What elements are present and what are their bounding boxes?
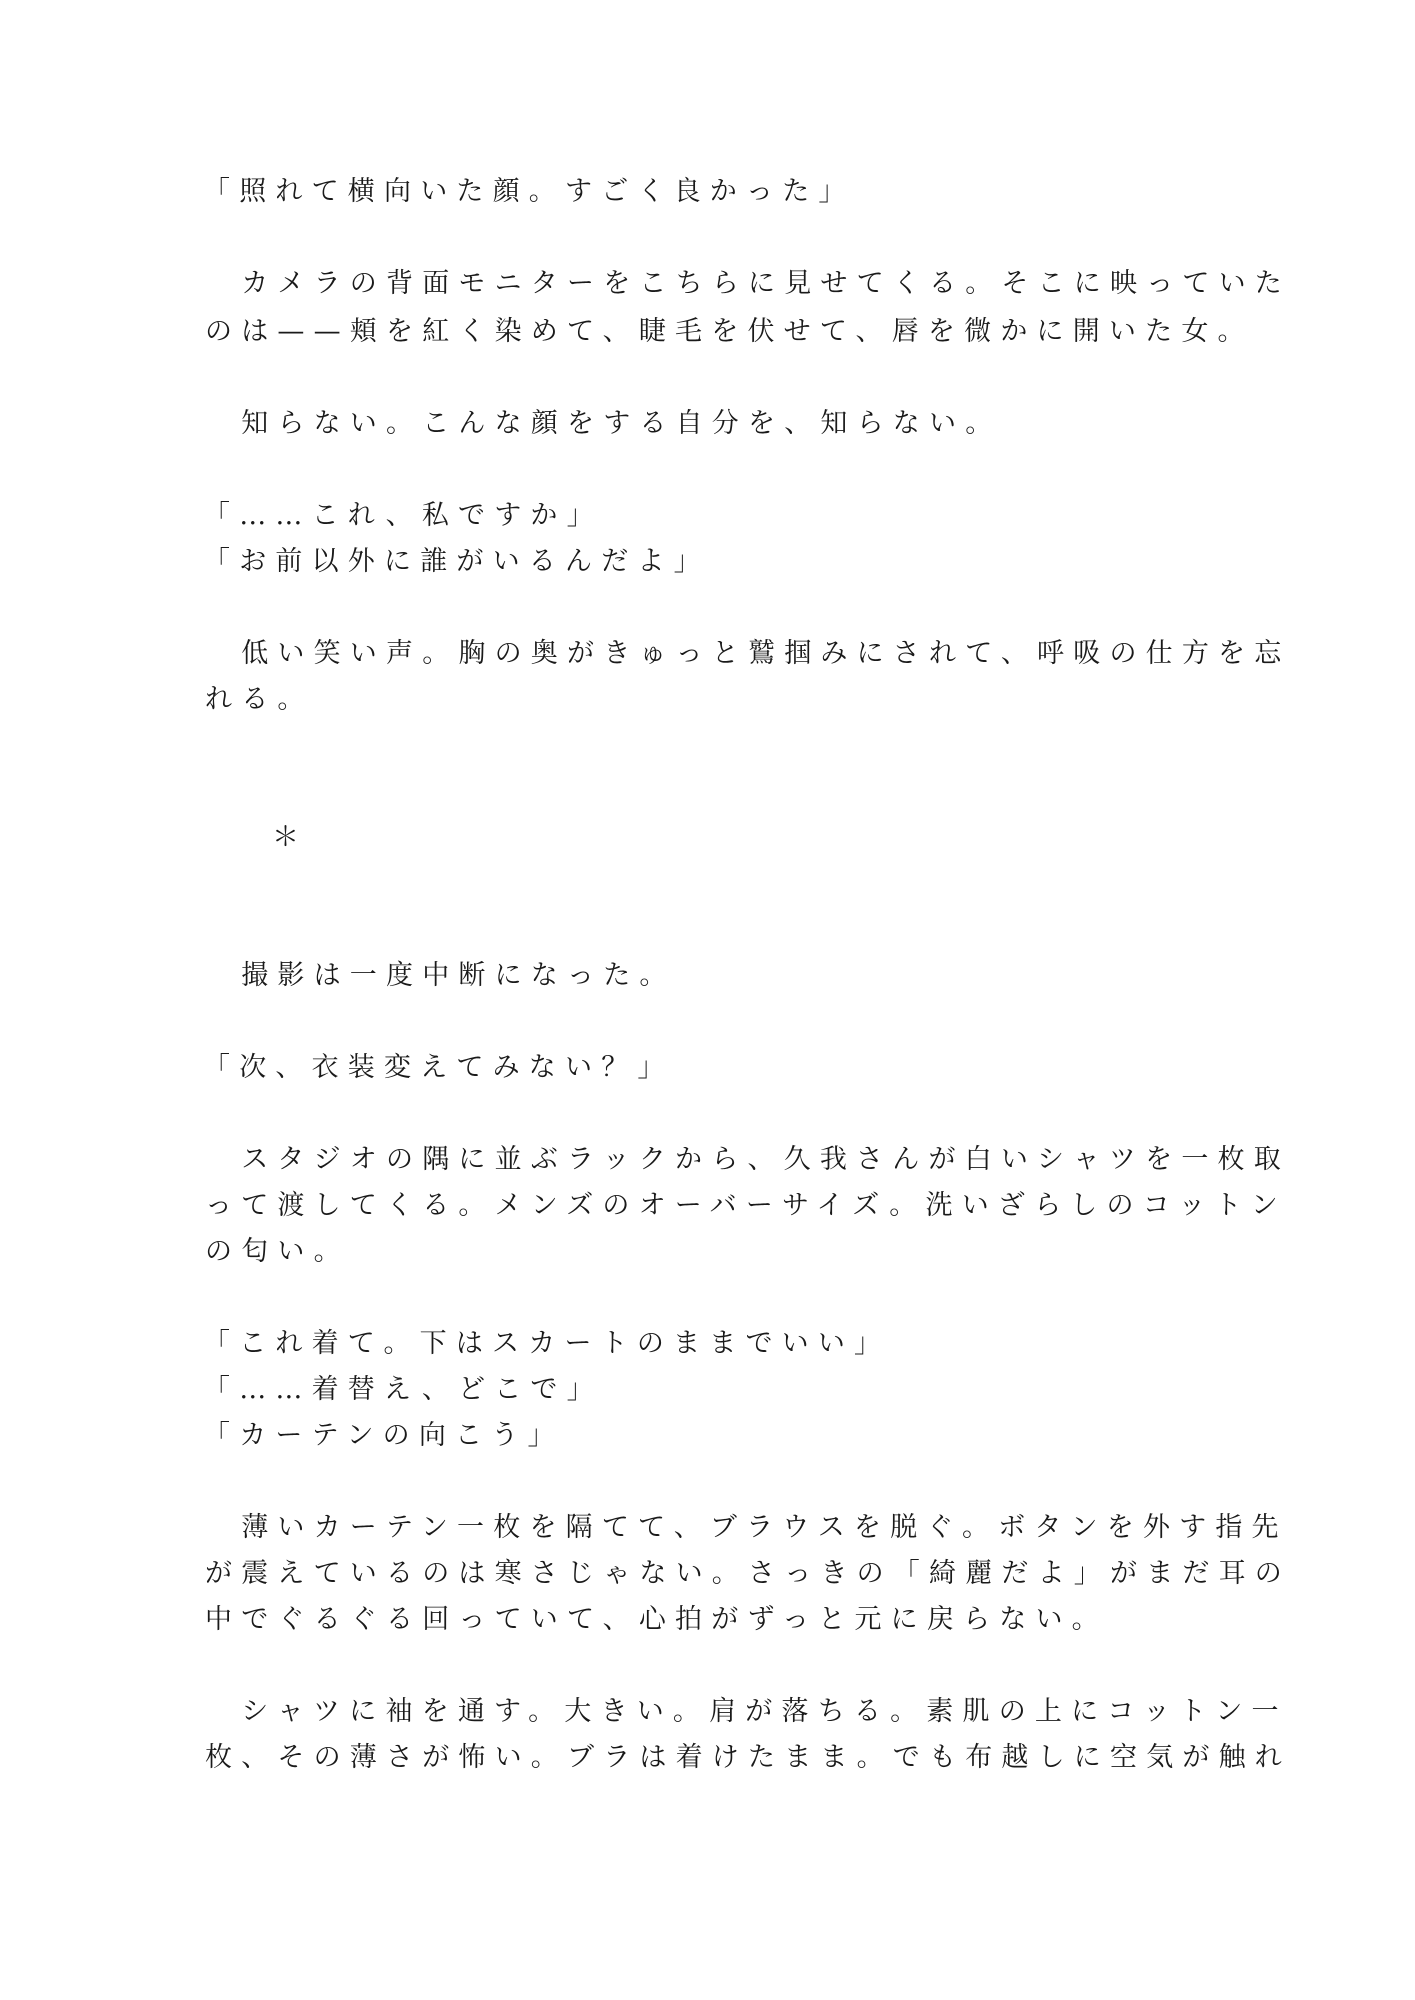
text-line: 「照れて横向いた顔。すごく良かった」: [203, 176, 855, 207]
text-line: 「……これ、私ですか」: [203, 500, 603, 531]
text-line: 中でぐるぐる回っていて、心拍がずっと元に戻らない。: [205, 1604, 1108, 1635]
text-line: 「お前以外に誰がいるんだよ」: [203, 546, 710, 577]
text-line: 「これ着て。下はスカートのままでいい」: [203, 1328, 891, 1359]
text-line: のは——頬を紅く染めて、睫毛を伏せて、唇を微かに開いた女。: [205, 316, 1254, 347]
text-line: 知らない。こんな顔をする自分を、知らない。: [205, 408, 1002, 439]
text-line: 低い笑い声。胸の奥がきゅっと鷲掴みにされて、呼吸の仕方を忘: [205, 638, 1291, 669]
text-line: スタジオの隅に並ぶラックから、久我さんが白いシャツを一枚取: [205, 1144, 1290, 1175]
text-line: 薄いカーテン一枚を隔てて、ブラウスを脱ぐ。ボタンを外す指先: [205, 1512, 1288, 1543]
text-line: が震えているのは寒さじゃない。さっきの「綺麗だよ」がまだ耳の: [205, 1558, 1291, 1589]
text-line: 「……着替え、どこで」: [203, 1374, 603, 1405]
text-line: 「次、衣装変えてみない？」: [203, 1052, 674, 1083]
text-line: の匂い。: [205, 1236, 350, 1267]
text-line: シャツに袖を通す。大きい。肩が落ちる。素肌の上にコットン一: [205, 1696, 1288, 1727]
text-line: 「カーテンの向こう」: [203, 1420, 564, 1451]
text-line: 撮影は一度中断になった。: [205, 960, 676, 991]
text-line: 枚、その薄さが怖い。ブラは着けたまま。でも布越しに空気が触れ: [205, 1742, 1291, 1773]
scene-break-asterisk: ＊: [272, 822, 309, 853]
text-line: れる。: [205, 684, 314, 715]
text-line: って渡してくる。メンズのオーバーサイズ。洗いざらしのコットン: [205, 1190, 1287, 1221]
text-line: カメラの背面モニターをこちらに見せてくる。そこに映っていた: [205, 268, 1291, 299]
